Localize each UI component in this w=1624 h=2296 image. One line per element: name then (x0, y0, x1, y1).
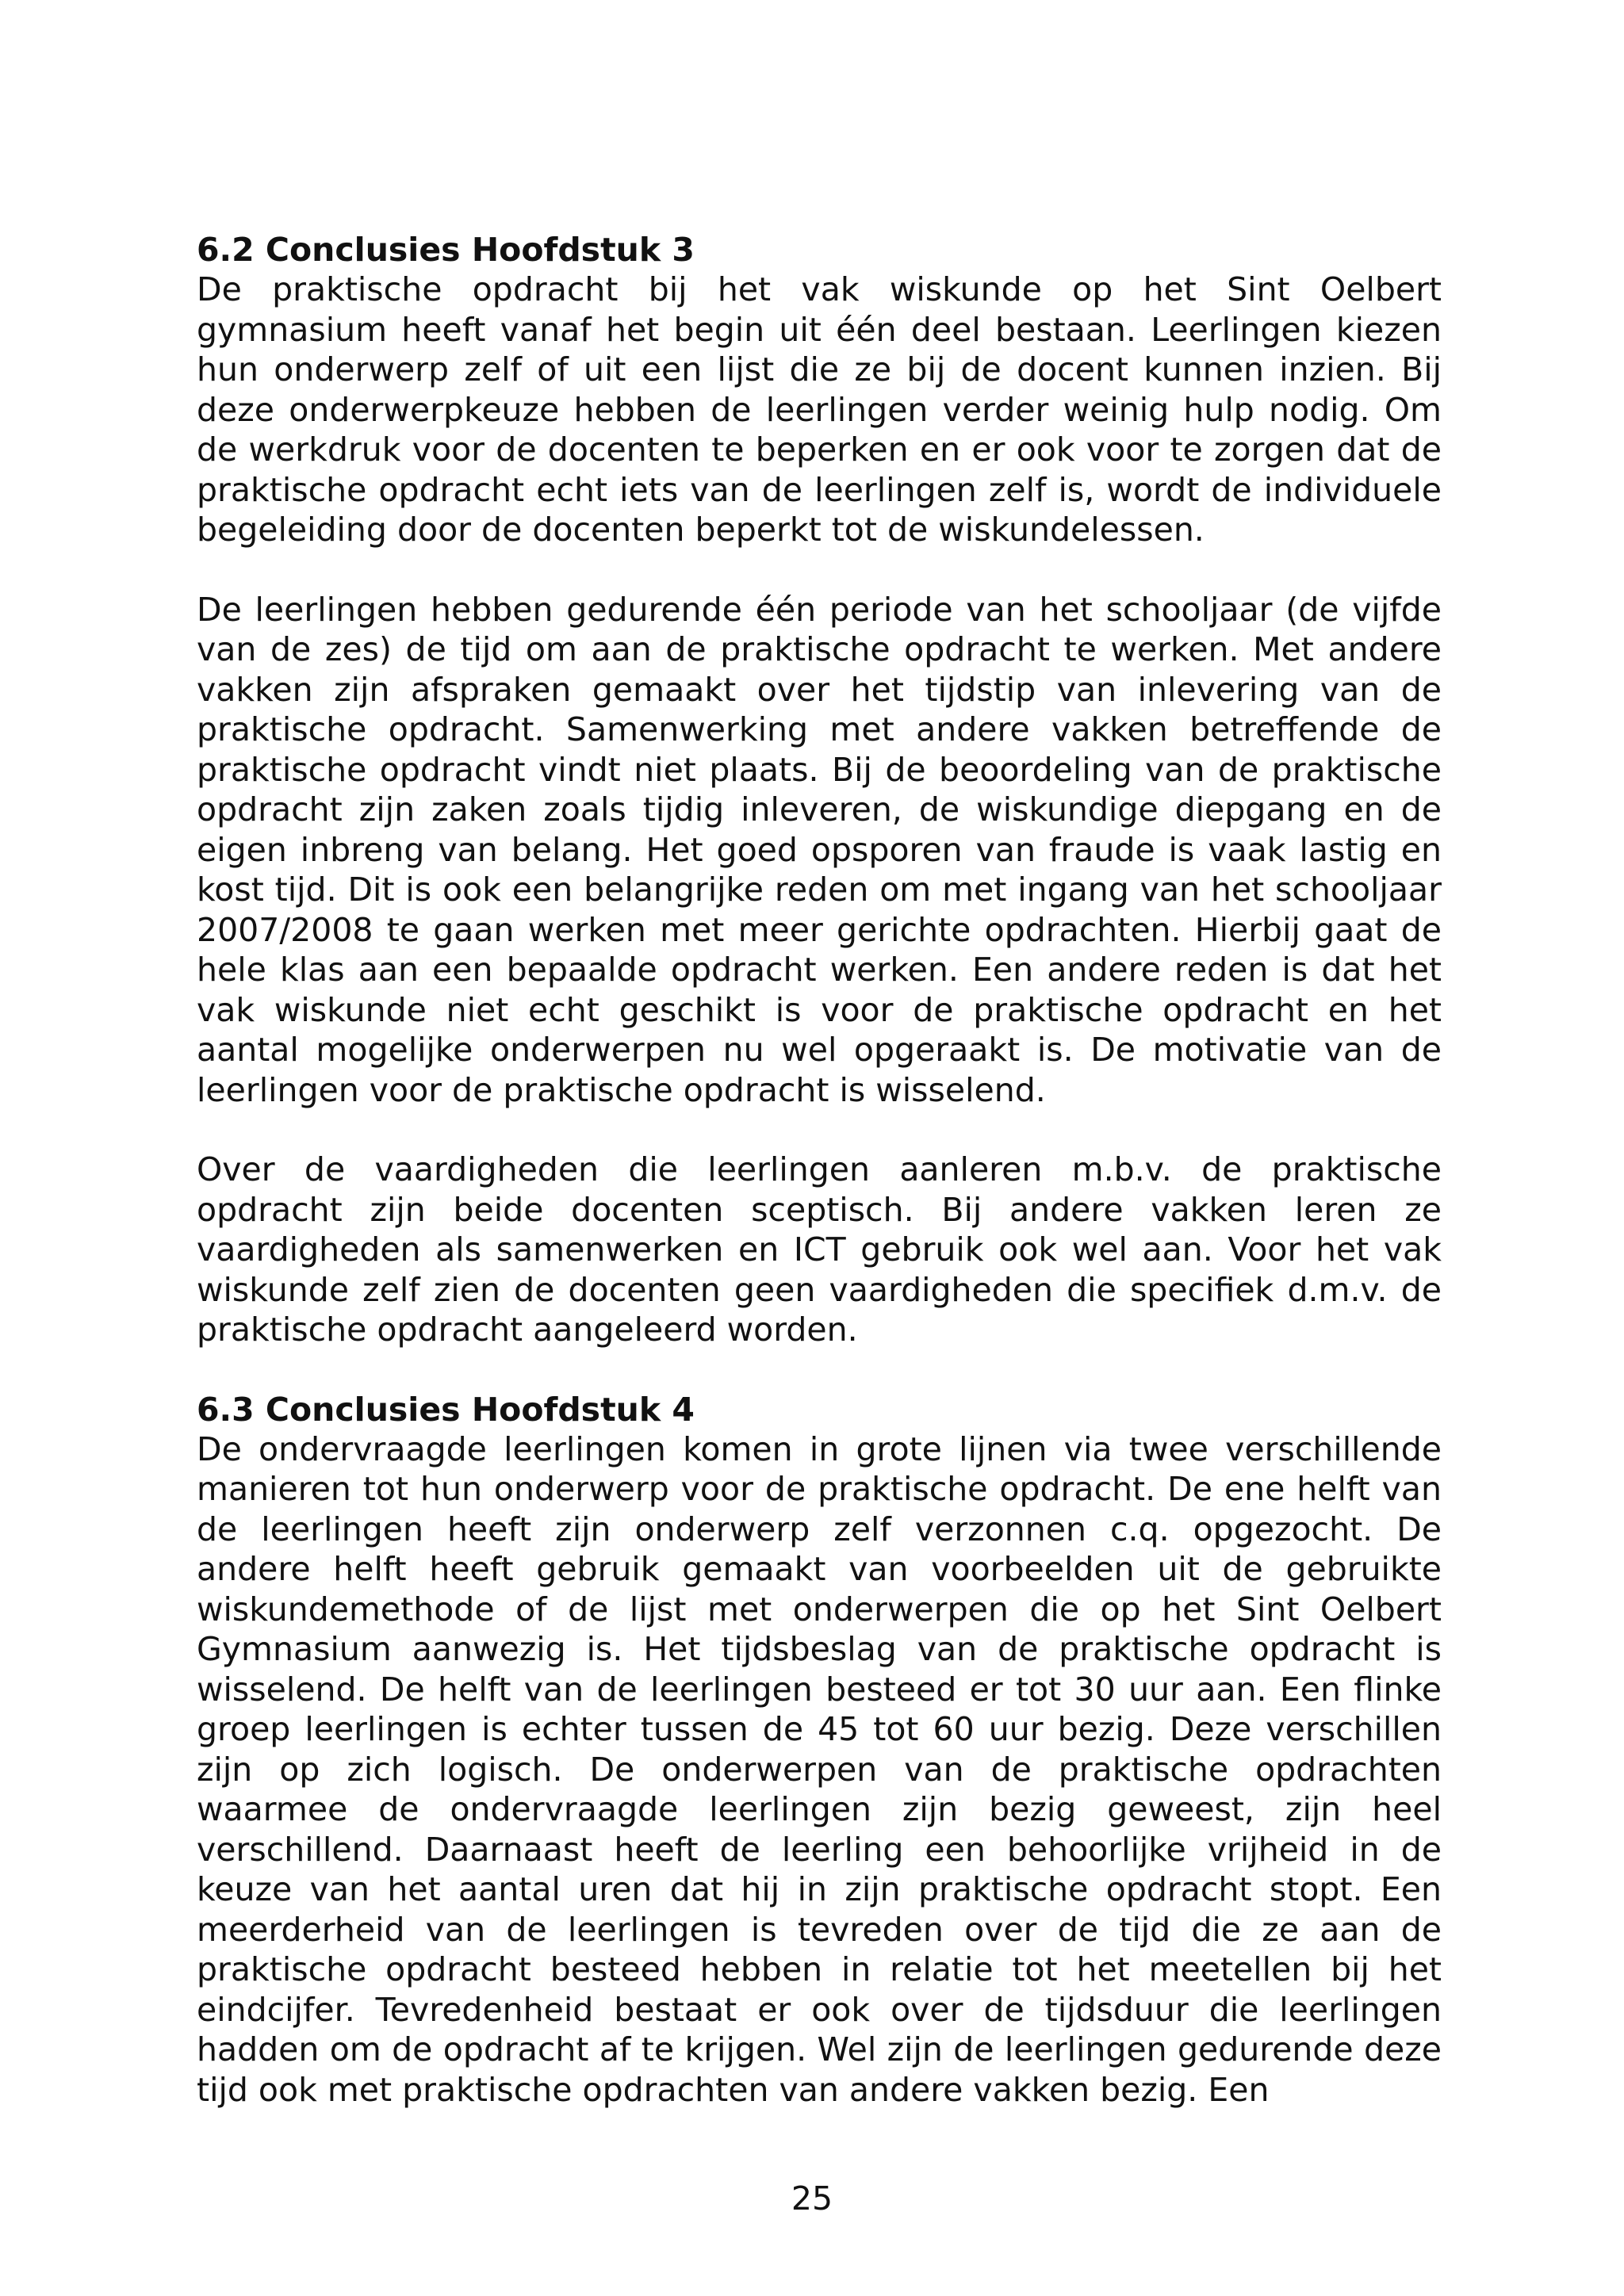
paragraph-gap (197, 1110, 1442, 1150)
section-heading-6-3: 6.3 Conclusies Hoofdstuk 4 (197, 1390, 695, 1429)
paragraph-gap (197, 550, 1442, 590)
paragraph: De leerlingen hebben gedurende één periode van het schooljaar (de vijfde van de zes) de tijd om aan de praktische opdracht te werken. Met andere vakken zijn afspraken gemaakt over het tijdstip van inlevering van de praktische opdracht. Samenwerking met andere vakken betreffende de praktische opdracht vindt niet plaats. Bij de beoordeling van de praktische opdracht zijn zaken zoals tijdig inleveren, de wiskundige diepgang en de eigen inbreng van belang. Het goed opsporen van fraude is vaak lastig en kost tijd. Dit is ook een belangrijke reden om met ingang van het schooljaar 2007/2008 te gaan werken met meer gerichte opdrachten. Hierbij gaat de hele klas aan een bepaalde opdracht werken. Een andere reden is dat het vak wiskunde niet echt geschikt is voor de praktische opdracht en het aantal mogelijke onderwerpen nu wel opgeraakt is. De motivatie van de leerlingen voor de praktische opdracht is wisselend. (197, 590, 1442, 1109)
page-number: 25 (791, 2179, 833, 2218)
paragraph: De ondervraagde leerlingen komen in grote lijnen via twee verschillende manieren tot hun onderwerp voor de praktische opdracht. De ene helft van de leerlingen heeft zijn onderwerp zelf verzonnen c.q. opgezocht. De andere helft heeft gebruik gemaakt van voorbeelden uit de gebruikte wiskundemethode of de lijst met onderwerpen die op het Sint Oelbert Gymnasium aanwezig is. Het tijdsbeslag van de praktische opdracht is wisselend. De helft van de leerlingen besteed er tot 30 uur aan. Een flinke groep leerlingen is echter tussen de 45 tot 60 uur bezig. Deze verschillen zijn op zich logisch. De onderwerpen van de praktische opdrachten waarmee de ondervraagde leerlingen zijn bezig geweest, zijn heel verschillend. Daarnaast heeft de leerling een behoorlijke vrijheid in de keuze van het aantal uren dat hij in zijn praktische opdracht stopt. Een meerderheid van de leerlingen is tevreden over de tijd die ze aan de praktische opdracht besteed hebben in relatie tot het meetellen bij het eindcijfer. Tevredenheid bestaat er ook over de tijdsduur die leerlingen hadden om de opdracht af te krijgen. Wel zijn de leerlingen gedurende deze tijd ook met praktische opdrachten van andere vakken bezig. Een (197, 1429, 1442, 2109)
paragraph: De praktische opdracht bij het vak wiskunde op het Sint Oelbert gymnasium heeft vanaf het begin uit één deel bestaan. Leerlingen kiezen hun onderwerp zelf of uit een lijst die ze bij de docent kunnen inzien. Bij deze onderwerpkeuze hebben de leerlingen verder weinig hulp nodig. Om de werkdruk voor de docenten te beperken en er ook voor te zorgen dat de praktische opdracht echt iets van de leerlingen zelf is, wordt de individuele begeleiding door de docenten beperkt tot de wiskundelessen. (197, 270, 1442, 549)
paragraph-gap (197, 1350, 1442, 1390)
paragraph: Over de vaardigheden die leerlingen aanleren m.b.v. de praktische opdracht zijn beide docenten sceptisch. Bij andere vakken leren ze vaardigheden als samenwerken en ICT gebruik ook wel aan. Voor het vak wiskunde zelf zien de docenten geen vaardigheden die specifiek d.m.v. de praktische opdracht aangeleerd worden. (197, 1150, 1442, 1349)
document-page (197, 230, 1442, 2110)
section-heading-6-2: 6.2 Conclusies Hoofdstuk 3 (197, 231, 695, 269)
